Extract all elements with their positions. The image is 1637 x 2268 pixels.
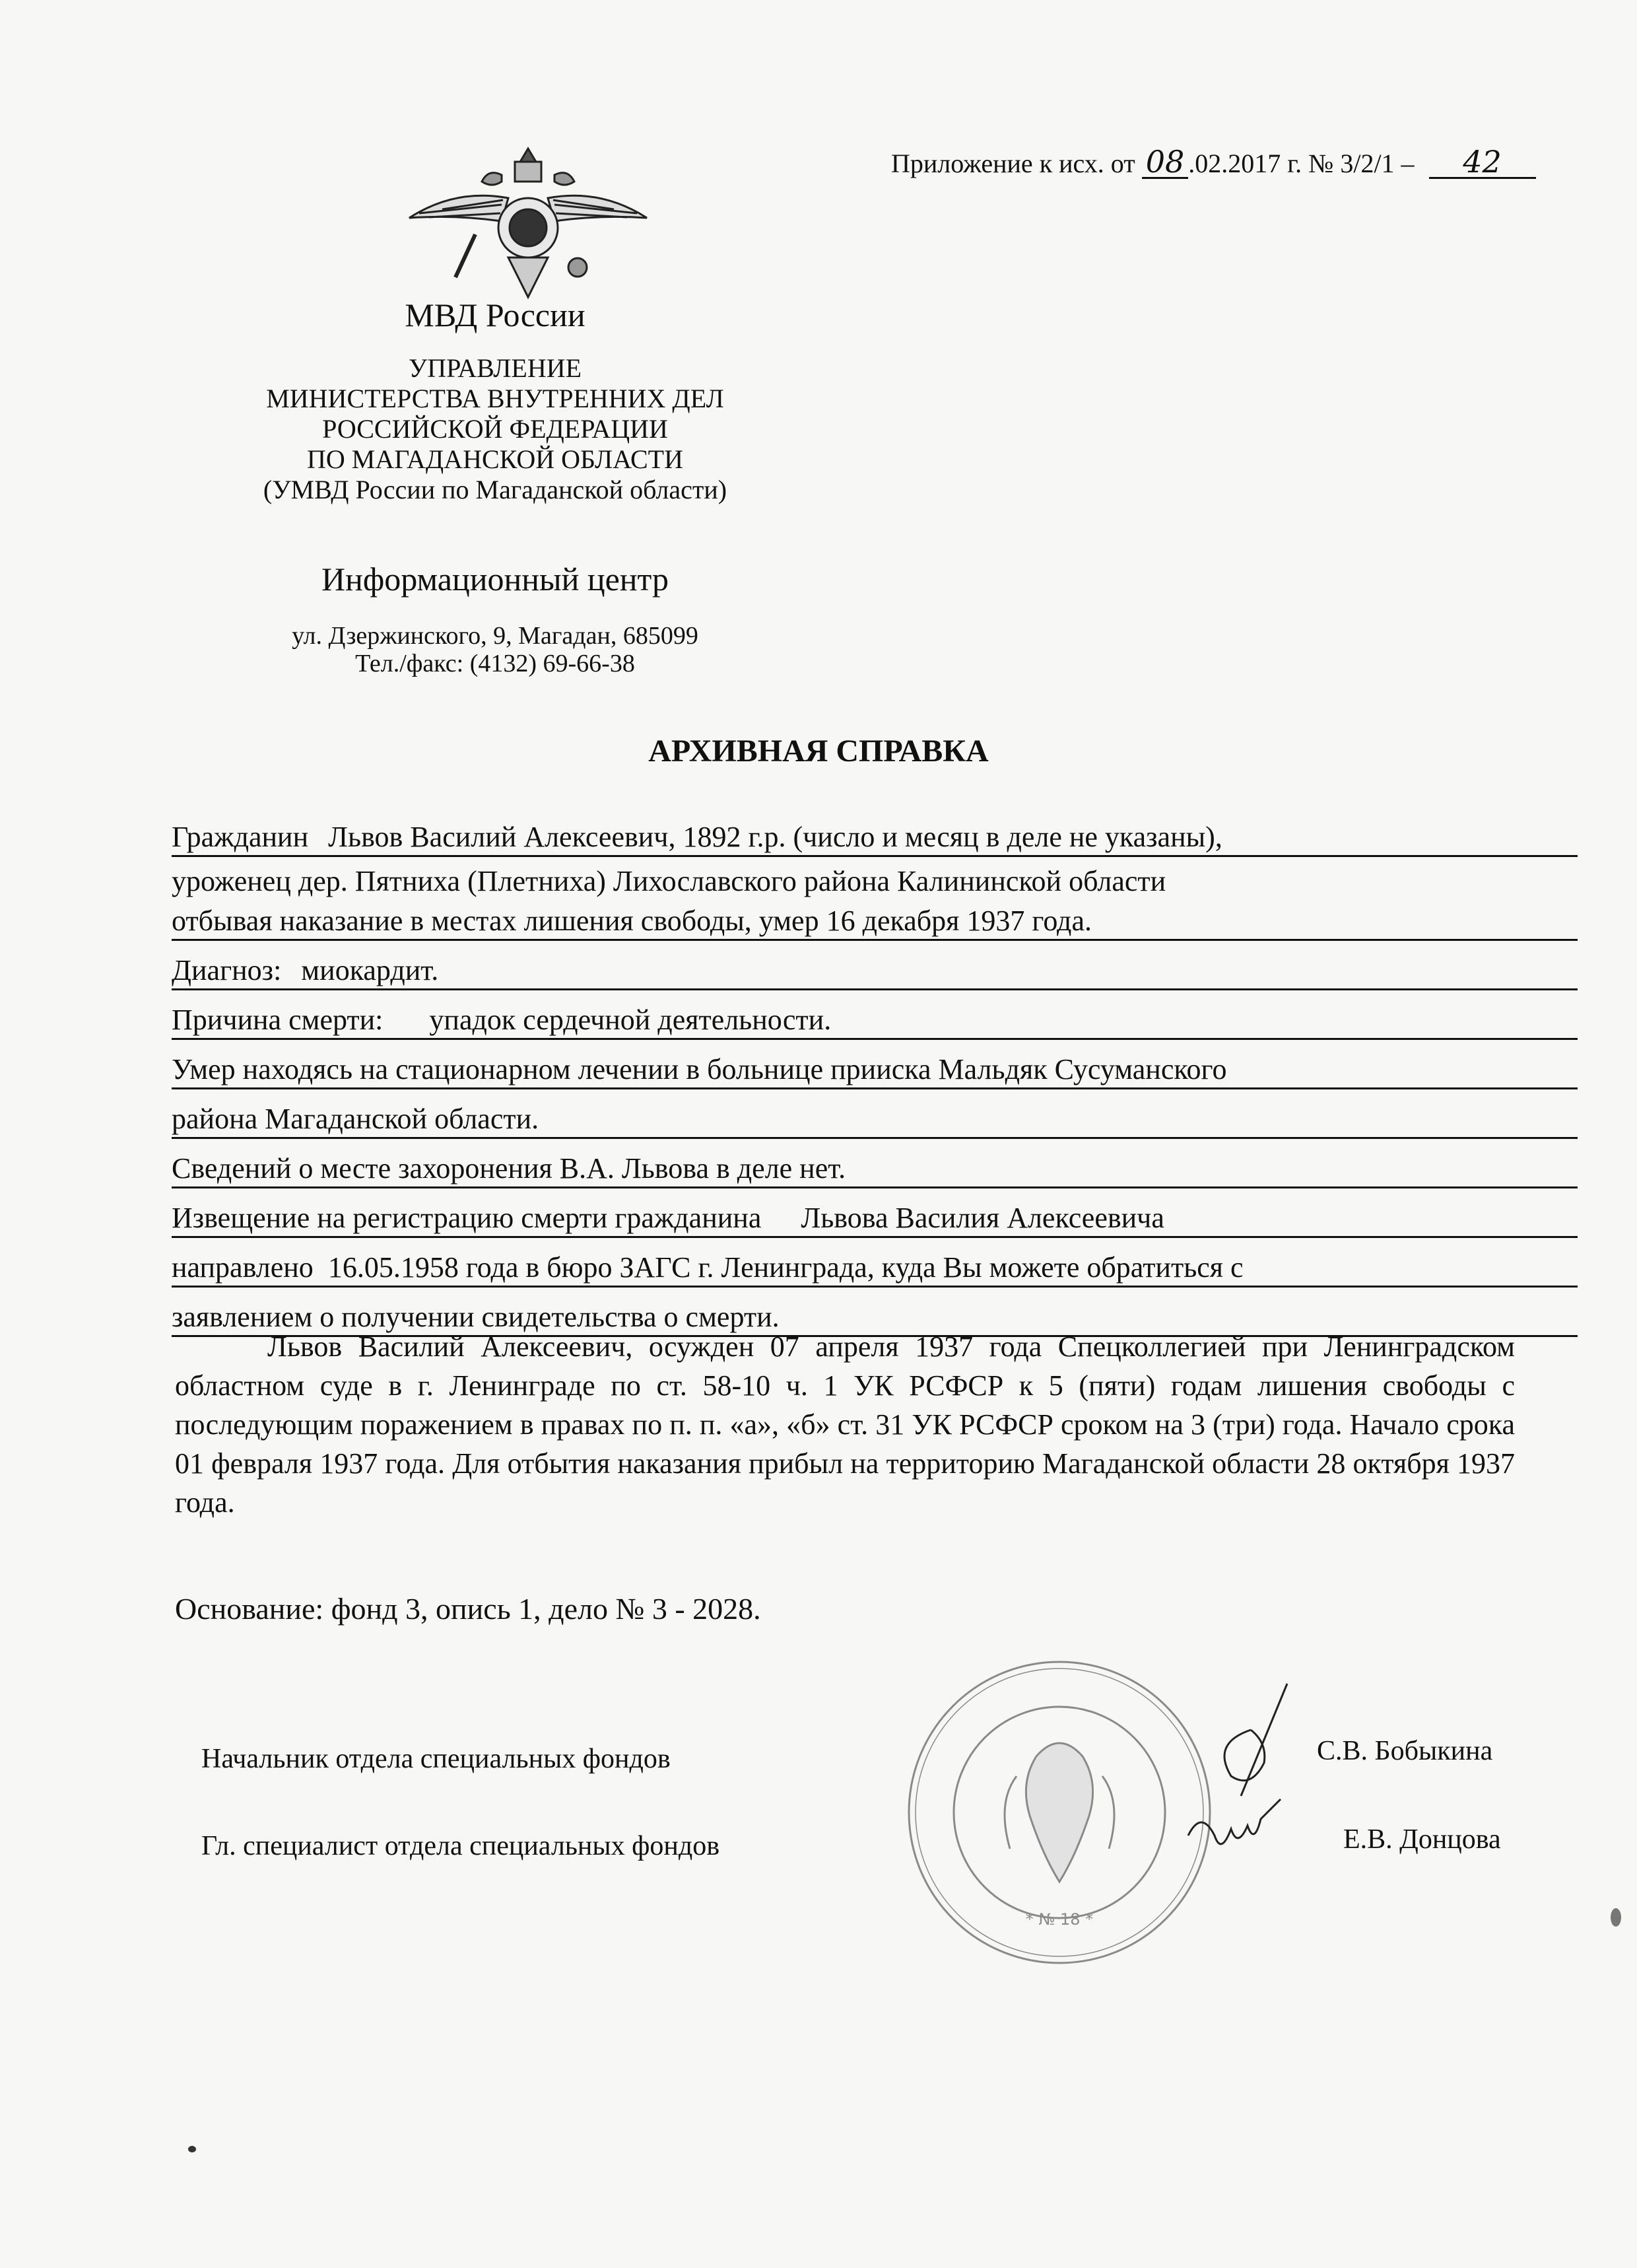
department-block [165,353,825,505]
signatory-name: С.В. Бобыкина [1317,1736,1493,1766]
case-paragraph [175,1327,1515,1522]
certificate-form [172,809,1578,1337]
department-line: МИНИСТЕРСТВА ВНУТРЕННИХ ДЕЛ [266,384,724,413]
signatory-name: Е.В. Донцова [1343,1824,1501,1855]
signature-bobykina-icon [1188,1677,1307,1809]
form-value: заявлением о получении свидетельства о смерти. [172,1301,780,1333]
scan-speck [1611,1908,1621,1927]
ministry-name: МВД России [405,296,585,333]
scan-speck [188,2146,196,2152]
contact-block [165,622,825,677]
signatory-title: Гл. специалист отдела специальных фондов [201,1831,720,1861]
document-title: АРХИВНАЯ СПРАВКА [648,734,989,769]
form-line-birthplace [172,857,1578,899]
form-value: отбывая наказание в местах лишения свободы, умер 16 декабря 1937 года. [172,905,1092,937]
department-line: ПО МАГАДАНСКОЙ ОБЛАСТИ [307,444,683,474]
form-value: Львова Василия Алексеевича [801,1202,1164,1234]
form-value: 16.05.1958 года в бюро ЗАГС г. Ленинграда, куда Вы можете обратиться с [327,1251,1244,1284]
signatory-title: Начальник отдела специальных фондов [201,1744,671,1774]
svg-text:* № 18 *: * № 18 * [1025,1910,1094,1929]
form-label: Причина смерти: [172,1004,384,1036]
annex-reference [891,144,1536,180]
annex-date-rest: .02.2017 г. № 3/2/1 – [1188,149,1415,178]
phone: Тел./факс: (4132) 69-66-38 [355,650,635,677]
form-value: уроженец дер. Пятниха (Плетниха) Лихославского района Калининской области [172,865,1166,897]
form-value: Умер находясь на стационарном лечении в больнице прииска Мальдяк Сусуманского [172,1053,1227,1085]
form-value: упадок сердечной деятельности. [429,1004,832,1036]
form-value: района Магаданской области. [172,1103,539,1135]
annex-prefix: Приложение к исх. от [891,149,1135,178]
form-value: Сведений о месте захоронения В.А. Львова в деле нет. [172,1152,846,1185]
signature-dontsova-icon [1182,1796,1287,1869]
form-line-region [172,1089,1578,1139]
form-label: Извещение на регистрацию смерти гражданина [172,1202,762,1234]
department-line: (УМВД России по Магаданской области) [263,475,727,504]
form-value: миокардит. [301,954,439,986]
address: ул. Дзержинского, 9, Магадан, 685099 [292,622,698,650]
department-line: УПРАВЛЕНИЕ [408,353,582,383]
case-paragraph-text: Львов Василий Алексеевич, осужден 07 апреля 1937 года Спецколлегией при Ленинградском областном суде в г. Ленинграде по ст. 58-10 ч. 1 УК РСФСР к 5 (пяти) годам лишения свободы с последующим поражением в правах по п. п. «а», «б» ст. 31 УК РСФСР сроком на 3 (три) года. Начало срока 01 февраля 1937 года. Для отбытия наказания прибыл на территорию Магаданской области 28 октября 1937 года. [175,1330,1515,1519]
form-label: направлено [172,1251,314,1284]
form-line-burial [172,1139,1578,1188]
form-line-cause [172,990,1578,1040]
form-line-hospital [172,1040,1578,1089]
archive-basis: Основание: фонд 3, опись 1, дело № 3 - 2028. [175,1592,761,1626]
department-line: РОССИЙСКОЙ ФЕДЕРАЦИИ [322,414,668,444]
form-line-notice [172,1188,1578,1238]
form-line-citizen [172,809,1578,857]
official-seal-icon [904,1657,1215,1968]
form-value: Львов Василий Алексеевич, 1892 г.р. (число и месяц в деле не указаны), [328,821,1222,853]
form-label: Гражданин [172,821,309,853]
handwritten-number: 42 [1429,147,1536,179]
handwritten-day: 08 [1142,147,1189,179]
mvd-emblem-icon [403,135,653,307]
unit-name: Информационный центр [321,561,669,598]
form-line-death [172,899,1578,941]
form-line-sent [172,1238,1578,1288]
form-label: Диагноз: [172,954,282,986]
form-line-diagnosis [172,941,1578,990]
